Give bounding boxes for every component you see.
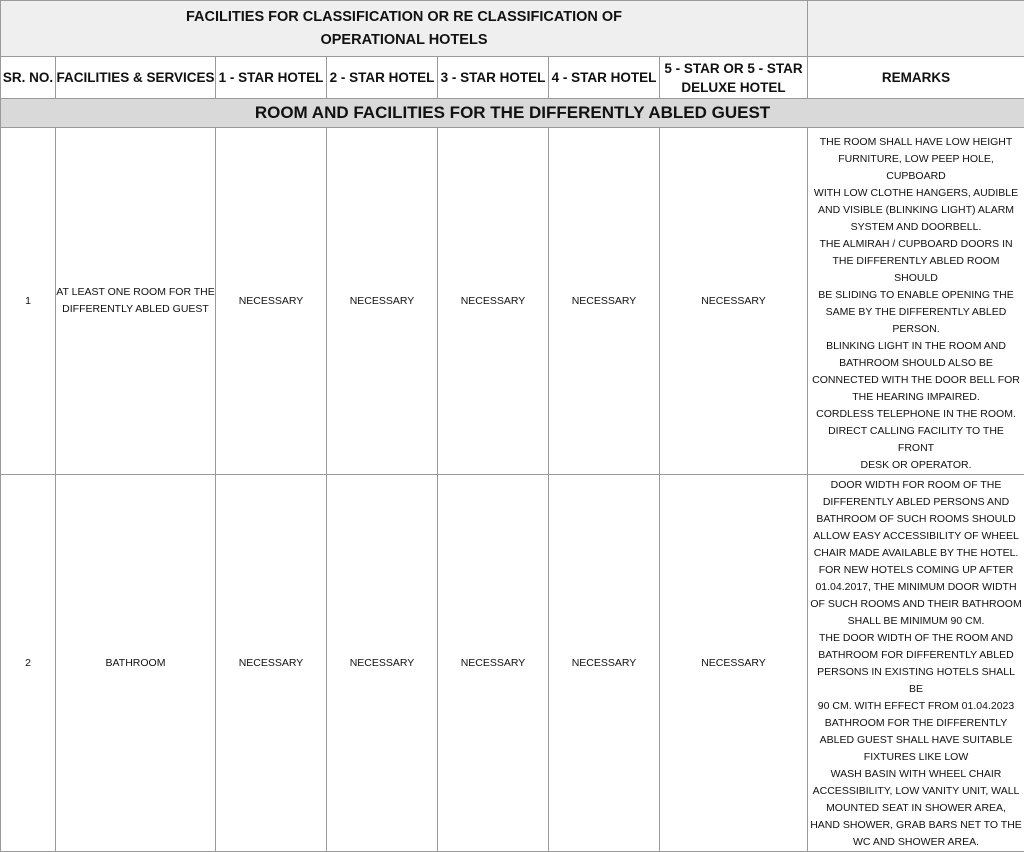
remark-line: BE SLIDING TO ENABLE OPENING THE xyxy=(810,287,1022,304)
remark-line: CONNECTED WITH THE DOOR BELL FOR xyxy=(810,372,1022,389)
table-row xyxy=(1,128,1024,475)
remarks-cell xyxy=(808,128,1024,475)
header-2-star: 2 - STAR HOTEL xyxy=(327,57,438,99)
remark-line: SYSTEM AND DOORBELL. xyxy=(810,219,1022,236)
header-5-star-line-2: DELUXE HOTEL xyxy=(660,78,807,97)
header-remarks: REMARKS xyxy=(808,57,1024,99)
remark-line: WC AND SHOWER AREA. xyxy=(810,834,1022,851)
remark-line: FURNITURE, LOW PEEP HOLE, CUPBOARD xyxy=(810,151,1022,185)
remark-line: THE DOOR WIDTH OF THE ROOM AND xyxy=(810,630,1022,647)
star4-cell: NECESSARY xyxy=(549,128,660,475)
remark-line: BATHROOM SHOULD ALSO BE xyxy=(810,355,1022,372)
header-sr-no: SR. NO. xyxy=(1,57,56,99)
star5-cell: NECESSARY xyxy=(660,128,808,475)
facility-cell xyxy=(56,475,216,852)
remark-line: BATHROOM FOR THE DIFFERENTLY xyxy=(810,715,1022,732)
remark-line: ALLOW EASY ACCESSIBILITY OF WHEEL xyxy=(810,528,1022,545)
header-4-star: 4 - STAR HOTEL xyxy=(549,57,660,99)
remark-line: FOR NEW HOTELS COMING UP AFTER xyxy=(810,562,1022,579)
remark-line: DIRECT CALLING FACILITY TO THE FRONT xyxy=(810,423,1022,457)
remark-line: PERSON. xyxy=(810,321,1022,338)
title-row xyxy=(1,1,1024,57)
remark-line: MOUNTED SEAT IN SHOWER AREA, xyxy=(810,800,1022,817)
star4-cell: NECESSARY xyxy=(549,475,660,852)
header-5-star-line-1: 5 - STAR OR 5 - STAR xyxy=(660,59,807,78)
remark-line: BLINKING LIGHT IN THE ROOM AND xyxy=(810,338,1022,355)
remark-line: THE DIFFERENTLY ABLED ROOM SHOULD xyxy=(810,253,1022,287)
facility-line-2: DIFFERENTLY ABLED GUEST xyxy=(56,301,215,318)
title-blank-cell xyxy=(808,1,1024,57)
star5-cell: NECESSARY xyxy=(660,475,808,852)
header-3-star: 3 - STAR HOTEL xyxy=(438,57,549,99)
title-line-1: FACILITIES FOR CLASSIFICATION OR RE CLASSIFICATION OF xyxy=(1,6,807,29)
star1-cell: NECESSARY xyxy=(216,128,327,475)
remark-line: 01.04.2017, THE MINIMUM DOOR WIDTH xyxy=(810,579,1022,596)
facility-line-1: BATHROOM xyxy=(56,655,215,672)
header-facilities: FACILITIES & SERVICES xyxy=(56,57,216,99)
table-row xyxy=(1,475,1024,852)
remark-line: ABLED GUEST SHALL HAVE SUITABLE xyxy=(810,732,1022,749)
remark-line: ACCESSIBILITY, LOW VANITY UNIT, WALL xyxy=(810,783,1022,800)
facility-cell xyxy=(56,128,216,475)
remark-line: DESK OR OPERATOR. xyxy=(810,457,1022,474)
remark-line: WASH BASIN WITH WHEEL CHAIR xyxy=(810,766,1022,783)
facility-line-1: AT LEAST ONE ROOM FOR THE xyxy=(56,284,215,301)
header-5-star xyxy=(660,57,808,99)
star2-cell: NECESSARY xyxy=(327,128,438,475)
remark-line: DIFFERENTLY ABLED PERSONS AND xyxy=(810,494,1022,511)
remark-line: DOOR WIDTH FOR ROOM OF THE xyxy=(810,477,1022,494)
remark-line: AND VISIBLE (BLINKING LIGHT) ALARM xyxy=(810,202,1022,219)
remark-line: THE ALMIRAH / CUPBOARD DOORS IN xyxy=(810,236,1022,253)
star1-cell: NECESSARY xyxy=(216,475,327,852)
sr-no-cell: 2 xyxy=(1,475,56,852)
remarks-cell xyxy=(808,475,1024,852)
remark-line: SAME BY THE DIFFERENTLY ABLED xyxy=(810,304,1022,321)
section-row xyxy=(1,99,1024,128)
remark-line: CORDLESS TELEPHONE IN THE ROOM. xyxy=(810,406,1022,423)
header-row xyxy=(1,57,1024,99)
title-line-2: OPERATIONAL HOTELS xyxy=(1,29,807,52)
remark-line: OF SUCH ROOMS AND THEIR BATHROOM xyxy=(810,596,1022,613)
remark-line: BATHROOM OF SUCH ROOMS SHOULD xyxy=(810,511,1022,528)
remark-line: THE HEARING IMPAIRED. xyxy=(810,389,1022,406)
remark-line: HAND SHOWER, GRAB BARS NET TO THE xyxy=(810,817,1022,834)
remark-line: CHAIR MADE AVAILABLE BY THE HOTEL. xyxy=(810,545,1022,562)
sr-no-cell: 1 xyxy=(1,128,56,475)
remark-line: THE ROOM SHALL HAVE LOW HEIGHT xyxy=(810,134,1022,151)
remark-line: SHALL BE MINIMUM 90 CM. xyxy=(810,613,1022,630)
star3-cell: NECESSARY xyxy=(438,128,549,475)
remark-line: BATHROOM FOR DIFFERENTLY ABLED xyxy=(810,647,1022,664)
star3-cell: NECESSARY xyxy=(438,475,549,852)
document-title xyxy=(1,1,808,57)
remark-line: WITH LOW CLOTHE HANGERS, AUDIBLE xyxy=(810,185,1022,202)
remark-line: PERSONS IN EXISTING HOTELS SHALL BE xyxy=(810,664,1022,698)
header-1-star: 1 - STAR HOTEL xyxy=(216,57,327,99)
remark-line: 90 CM. WITH EFFECT FROM 01.04.2023 xyxy=(810,698,1022,715)
remark-line: FIXTURES LIKE LOW xyxy=(810,749,1022,766)
star2-cell: NECESSARY xyxy=(327,475,438,852)
section-title: ROOM AND FACILITIES FOR THE DIFFERENTLY ABLED GUEST xyxy=(1,99,1024,128)
